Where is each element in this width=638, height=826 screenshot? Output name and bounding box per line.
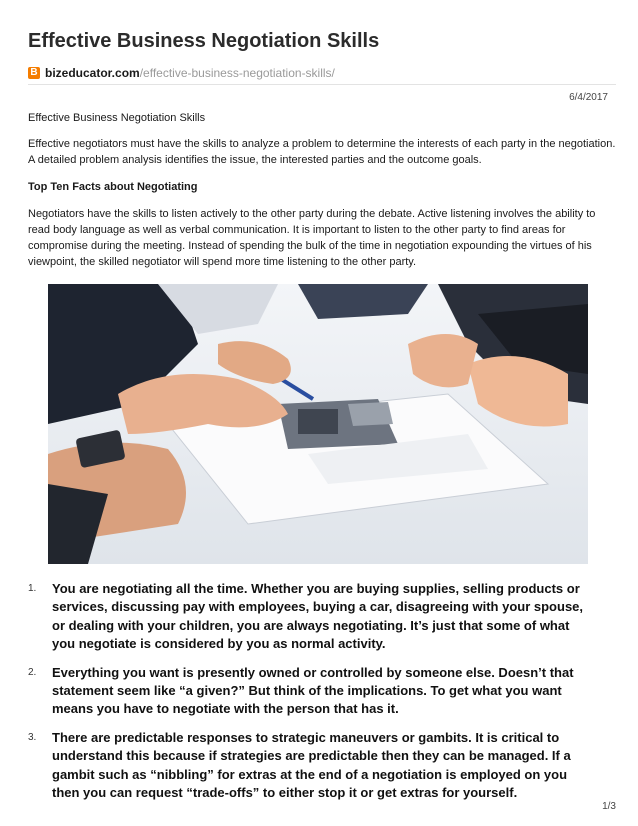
list-item-text: You are negotiating all the time. Whether you are buying supplies, selling products or services, discussing pay with employees, buying a car, disagreeing with your spouse, or dealing with your children, you are always negotiating. It’s just that some of what you negotiate is considered by you as normal activity. (52, 581, 584, 652)
section-paragraph: Negotiators have the skills to listen actively to the other party during the debate. Active listening involves the ability to read body language as well as verbal communication. It is important to listen to the other party to find areas for compromise during the meeting. Instead of spending the bulk of the time in negotiation expounding the virtues of his viewpoint, the skilled negotiator will spend more time listening to the other party. (28, 208, 596, 268)
page-title: Effective Business Negotiation Skills (28, 30, 380, 52)
blogger-icon: B (28, 67, 40, 79)
article-subtitle: Effective Business Negotiation Skills (28, 112, 206, 124)
meeting-hands-illustration (48, 284, 588, 564)
source-line (28, 65, 335, 81)
list-item (28, 580, 588, 654)
list-number: 2. (28, 666, 37, 678)
source-domain-link[interactable]: bizeducator.com (45, 66, 140, 80)
negotiation-photo (48, 284, 588, 564)
facts-list (28, 580, 588, 812)
section-heading: Top Ten Facts about Negotiating (28, 181, 198, 193)
list-item-text: There are predictable responses to strategic maneuvers or gambits. It is critical to understand this because if strategies are predictable then they can be managed. If a gambit such as “nibbling” for extras at the end of a negotiation is employed on you then you can request “trade-offs” to either stop it or get extras for yourself. (52, 729, 571, 801)
intro-paragraph: Effective negotiators must have the skills to analyze a problem to determine the interests of each party in the negotiation. A detailed problem analysis identifies the issue, the interested parties and the outcome goals. (28, 138, 616, 166)
print-date: 6/4/2017 (569, 92, 608, 103)
list-item-text: Everything you want is presently owned or controlled by someone else. Doesn’t that statement seem like “a given?” But think of the implications. To get what you want means you have to negotiate with the person that has it. (52, 664, 574, 717)
list-number: 3. (28, 731, 37, 743)
list-item (28, 664, 588, 719)
source-path: /effective-business-negotiation-skills/ (139, 66, 335, 80)
list-item (28, 729, 588, 803)
page-number: 1/3 (602, 801, 616, 812)
header-divider (28, 84, 616, 85)
list-number: 1. (28, 583, 37, 594)
